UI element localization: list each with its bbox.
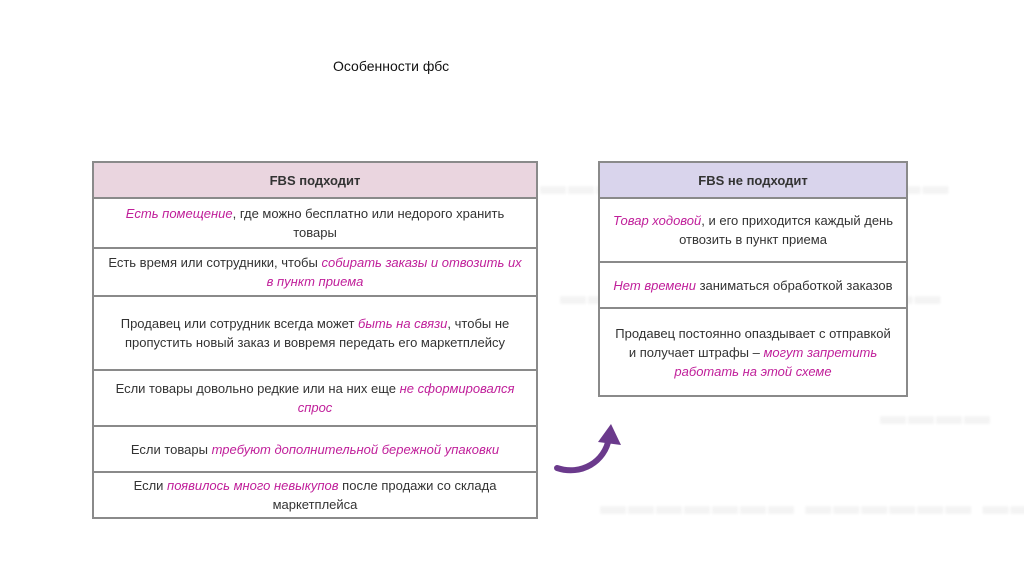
cell-text: Если товары xyxy=(130,441,212,457)
cell-text: , где можно бесплатно или недорого хранить товары xyxy=(232,206,505,240)
highlighted-text: требуют дополнительной бережной упаковки xyxy=(211,441,500,457)
table-row xyxy=(599,198,907,262)
highlighted-text: быть на связи xyxy=(358,316,448,331)
table-row xyxy=(93,472,537,518)
cell-text: заниматься обработкой заказов xyxy=(695,277,893,293)
cell-text: Если товары довольно редкие или на них еще xyxy=(115,381,400,396)
table-row xyxy=(93,426,537,472)
fbs-unsuitable-table xyxy=(598,161,908,397)
highlighted-text: Нет времени xyxy=(613,277,696,293)
cell-text: Продавец постоянно опаздывает с отправкой и получает штрафы – xyxy=(615,325,891,360)
table-cell xyxy=(93,472,537,518)
table-row xyxy=(599,262,907,308)
cell-text: Продавец или сотрудник всегда может xyxy=(120,316,359,331)
cell-text: , и его приходится каждый день отвозить в пункт приема xyxy=(679,213,893,247)
table-cell xyxy=(93,198,537,248)
table-cell xyxy=(599,262,907,308)
table-header: FBS не подходит xyxy=(599,162,907,198)
cell-text: , чтобы не пропустить новый заказ и вовремя передать его маркетплейсу xyxy=(124,316,510,350)
table-row xyxy=(93,296,537,370)
table-cell xyxy=(599,308,907,396)
table-cell xyxy=(93,248,537,296)
highlighted-text: Товар ходовой xyxy=(612,213,702,228)
highlighted-text: не сформировался спрос xyxy=(297,381,515,415)
highlighted-text: могут запретить работать на этой схеме xyxy=(674,344,878,379)
background-ghost xyxy=(880,400,992,431)
cell-text: Если xyxy=(133,478,168,493)
highlighted-text: появилось много невыкупов xyxy=(167,478,339,493)
table-cell xyxy=(93,370,537,426)
cell-text: после продажи со склада маркетплейса xyxy=(272,478,497,512)
table-header: FBS подходит xyxy=(93,162,537,198)
highlighted-text: собирать заказы и отвозить их в пункт приема xyxy=(266,255,522,289)
table-cell xyxy=(599,198,907,262)
background-ghost xyxy=(600,490,1024,521)
table-row xyxy=(93,198,537,248)
table-row xyxy=(599,308,907,396)
table-cell xyxy=(93,296,537,370)
table-cell xyxy=(93,426,537,472)
page-title: Особенности фбс xyxy=(333,58,450,74)
curved-arrow-icon xyxy=(553,420,627,478)
cell-text: Есть время или сотрудники, чтобы xyxy=(108,255,322,270)
table-row xyxy=(93,248,537,296)
table-row xyxy=(93,370,537,426)
fbs-suitable-table xyxy=(92,161,538,519)
highlighted-text: Есть помещение xyxy=(125,206,233,221)
